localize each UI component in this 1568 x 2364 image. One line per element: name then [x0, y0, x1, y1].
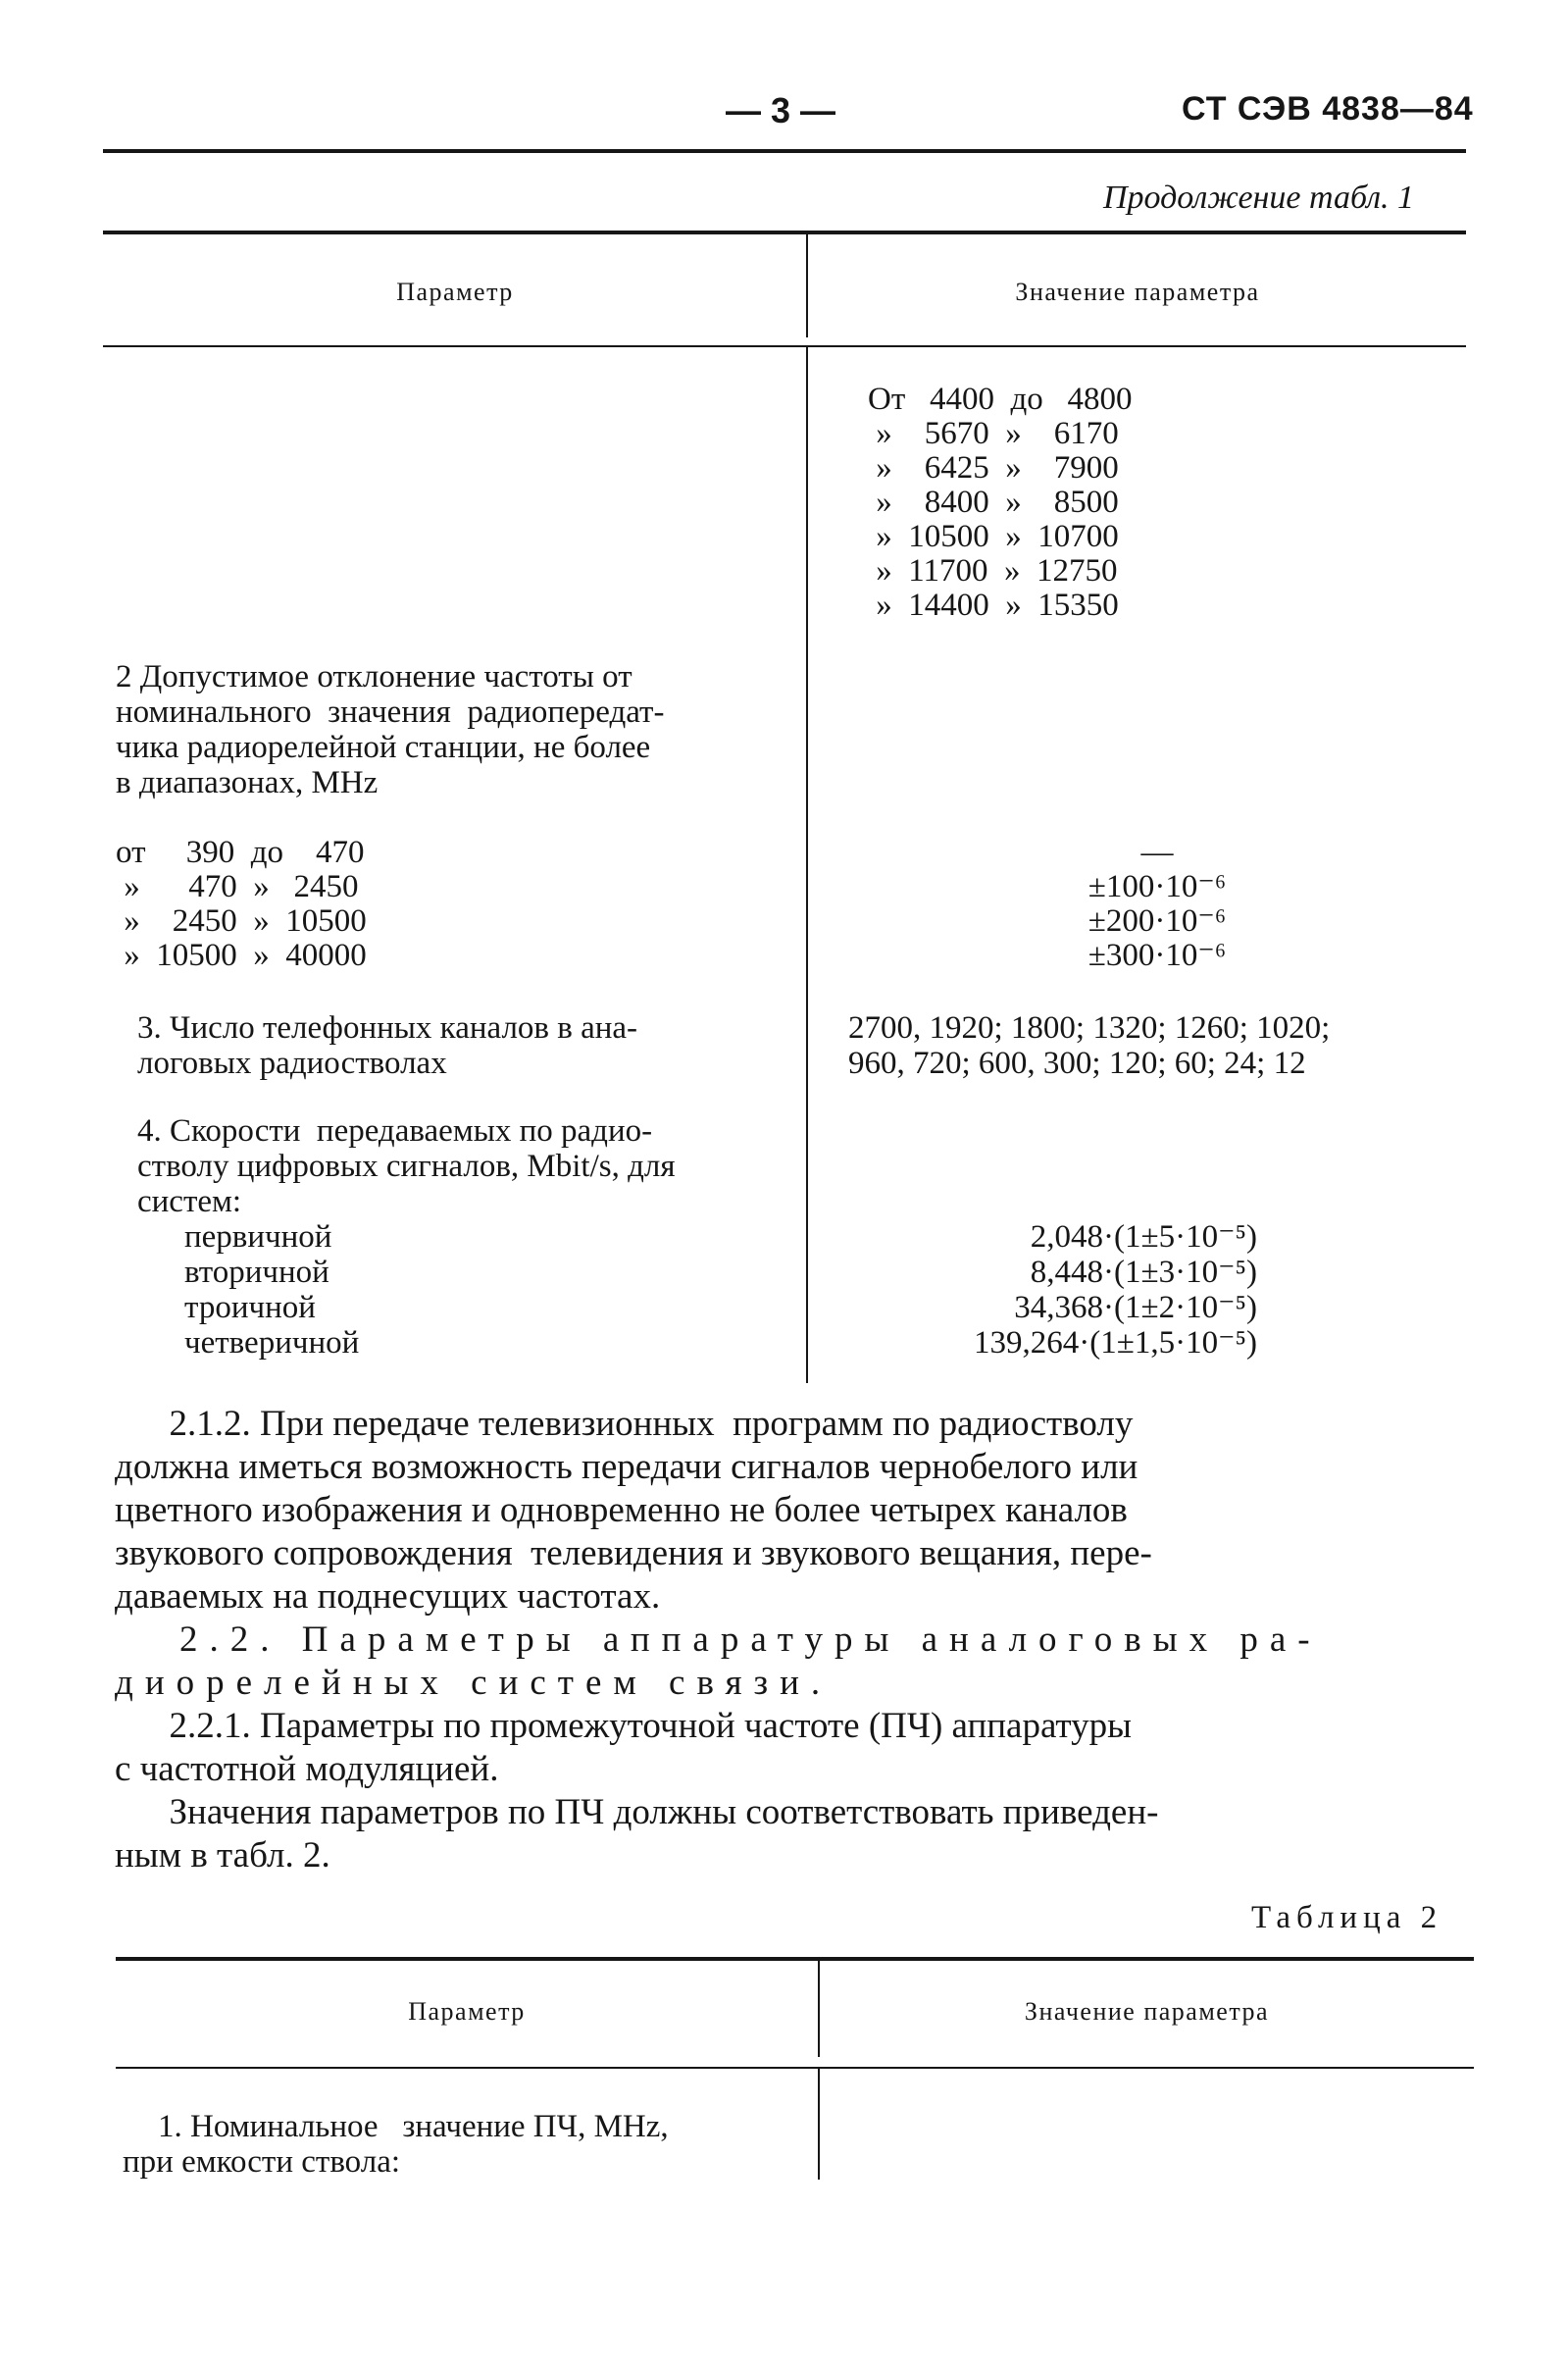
- item2-line: в диапазонах, MHz: [116, 765, 379, 800]
- table1-item4-values: [845, 1219, 1257, 1361]
- paragraph-line: звукового сопровождения телевидения и звукового вещания, пере-: [115, 1533, 1152, 1573]
- frequency-range: » 8400 » 8500: [868, 485, 1119, 520]
- table1-item3-values: [848, 1010, 1330, 1081]
- item3-line: логовых радиостволах: [137, 1046, 447, 1081]
- paragraph-line: должна иметься возможность передачи сигналов чернобелого или: [115, 1447, 1138, 1487]
- frequency-range: » 14400 » 15350: [868, 588, 1119, 623]
- item2-range: » 470 » 2450: [116, 869, 359, 904]
- item2-value: ±200·10⁻⁶: [1087, 903, 1227, 939]
- item2-value: ±100·10⁻⁶: [1087, 869, 1227, 904]
- paragraph-2-2-1: [115, 1705, 1132, 1791]
- table2-item1-description: [123, 2109, 669, 2180]
- table2-col-param-header: Параметр: [408, 1997, 526, 2026]
- item4-line: 4. Скорости передаваемых по радио-: [137, 1113, 653, 1149]
- item4-line: систем:: [137, 1184, 242, 1219]
- system-name: троичной: [184, 1290, 316, 1325]
- table2-column-divider-body: [818, 2069, 820, 2180]
- bitrate-value: 139,264·(1±1,5·10⁻⁵): [974, 1325, 1257, 1361]
- paragraph-line: с частотной модуляцией.: [115, 1749, 499, 1789]
- item3-line: 3. Число телефонных каналов в ана-: [137, 1010, 638, 1046]
- item3-value-line: 2700, 1920; 1800; 1320; 1260; 1020;: [848, 1010, 1331, 1046]
- table2-header-rule: [116, 2067, 1474, 2069]
- table2-top-rule: [116, 1957, 1474, 1961]
- item2-line: 2 Допустимое отклонение частоты от: [116, 659, 632, 694]
- item4-line: стволу цифровых сигналов, Mbit/s, для: [137, 1149, 676, 1184]
- section-heading-line: диорелейных систем связи.: [115, 1663, 833, 1703]
- paragraph-line: Значения параметров по ПЧ должны соответствовать приведен-: [115, 1792, 1159, 1832]
- section-2-2-heading: [115, 1619, 1322, 1705]
- item2-line: чика радиорелейной станции, не более: [116, 730, 651, 765]
- item2-value: ±300·10⁻⁶: [1087, 938, 1227, 973]
- table1-item2-ranges: [116, 836, 367, 973]
- table2-item1-line: при емкости ствола:: [123, 2144, 401, 2180]
- system-name: четверичной: [184, 1325, 360, 1361]
- table1-top-rule: [103, 231, 1466, 234]
- table2-item1-line: 1. Номинальное значение ПЧ, MHz,: [158, 2109, 669, 2144]
- item2-line: номинального значения радиопередат-: [116, 694, 665, 730]
- table1-item4-systems: [184, 1219, 359, 1361]
- item2-value: —: [1140, 835, 1174, 870]
- bitrate-value: 2,048·(1±5·10⁻⁵): [1030, 1219, 1257, 1255]
- table2-caption: Таблица 2: [1251, 1900, 1443, 1935]
- frequency-range: » 6425 » 7900: [868, 450, 1119, 486]
- item2-range: » 10500 » 40000: [116, 938, 367, 973]
- bitrate-value: 8,448·(1±3·10⁻⁵): [1030, 1255, 1257, 1290]
- item2-range: от 390 до 470: [116, 835, 365, 870]
- paragraph-2-1-2: [115, 1403, 1152, 1619]
- table1-item4-description: [137, 1113, 676, 1219]
- table1-continuation-label: Продолжение табл. 1: [1103, 180, 1415, 216]
- paragraph-line: цветного изображения и одновременно не более четырех каналов: [115, 1490, 1128, 1530]
- table1-column-divider-body: [806, 347, 808, 1383]
- paragraph-line: 2.2.1. Параметры по промежуточной частоте (ПЧ) аппаратуры: [115, 1706, 1132, 1746]
- table1-item2-values: [1049, 836, 1265, 973]
- paragraph-line: даваемых на поднесущих частотах.: [115, 1576, 661, 1617]
- table1-col-value-header: Значение параметра: [1015, 278, 1260, 306]
- paragraph-values: [115, 1791, 1158, 1877]
- table1-item3-description: [137, 1010, 637, 1081]
- item2-range: » 2450 » 10500: [116, 903, 367, 939]
- frequency-range: » 5670 » 6170: [868, 416, 1119, 451]
- frequency-range: От 4400 до 4800: [868, 382, 1133, 417]
- table1-column-divider: [806, 232, 808, 337]
- frequency-range: » 11700 » 12750: [868, 553, 1118, 589]
- standard-code: СТ СЭВ 4838—84: [1182, 90, 1474, 128]
- paragraph-line: ным в табл. 2.: [115, 1835, 330, 1876]
- system-name: вторичной: [184, 1255, 329, 1290]
- table1-item2-description: [116, 659, 664, 800]
- frequency-range: » 10500 » 10700: [868, 519, 1119, 554]
- header-rule: [103, 149, 1466, 153]
- table1-frequency-ranges: [868, 383, 1133, 623]
- page-number: — 3 —: [726, 90, 836, 130]
- table1-header-rule: [103, 345, 1466, 347]
- paragraph-line: 2.1.2. При передаче телевизионных программ по радиостволу: [115, 1404, 1134, 1444]
- table1-col-param-header: Параметр: [396, 278, 514, 306]
- item3-value-line: 960, 720; 600, 300; 120; 60; 24; 12: [848, 1046, 1306, 1081]
- bitrate-value: 34,368·(1±2·10⁻⁵): [1014, 1290, 1257, 1325]
- section-heading-line: 2.2. Параметры аппаратуры аналоговых ра-: [179, 1619, 1322, 1660]
- table2-col-value-header: Значение параметра: [1024, 1997, 1270, 2026]
- system-name: первичной: [184, 1219, 332, 1255]
